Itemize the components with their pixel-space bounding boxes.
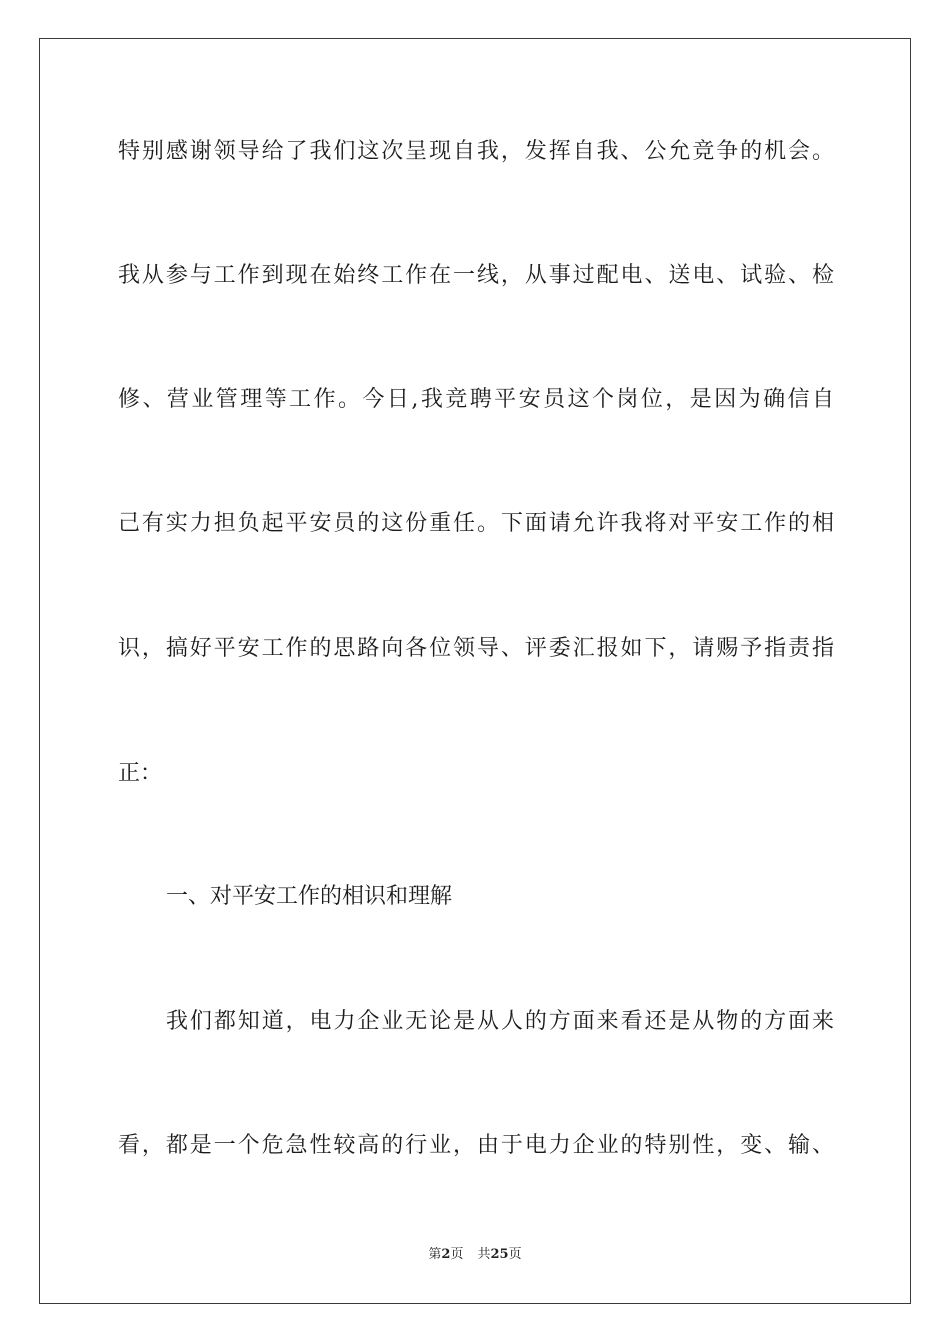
total-prefix: 共 [477, 1247, 491, 1262]
total-pages: 25 [490, 1247, 509, 1262]
body-text-line-9: 看，都是一个危急性较高的行业，由于电力企业的特别性，变、输、 [118, 1133, 834, 1158]
page-prefix: 第 [428, 1247, 442, 1262]
body-text-line-8: 我们都知道，电力企业无论是从人的方面来看还是从物的方面来 [166, 1009, 834, 1034]
total-suffix: 页 [508, 1247, 522, 1262]
section-heading: 一、对平安工作的相识和理解 [166, 884, 453, 909]
page-number: 2 [441, 1247, 451, 1262]
body-text-line-5: 识，搞好平安工作的思路向各位领导、评委汇报如下，请赐予指责指 [118, 636, 834, 661]
body-text-line-6: 正： [118, 761, 163, 786]
body-text-line-3: 修、营业管理等工作。今日,我竞聘平安员这个岗位，是因为确信自 [118, 387, 834, 412]
body-text-line-2: 我从参与工作到现在始终工作在一线，从事过配电、送电、试验、检 [118, 263, 834, 288]
body-text-line-1: 特别感谢领导给了我们这次呈现自我，发挥自我、公允竞争的机会。 [118, 139, 834, 164]
body-text-line-4: 己有实力担负起平安员的这份重任。下面请允许我将对平安工作的相 [118, 511, 834, 536]
page-suffix: 页 [450, 1247, 464, 1262]
page-footer [0, 1246, 950, 1264]
page-border [39, 38, 911, 1304]
